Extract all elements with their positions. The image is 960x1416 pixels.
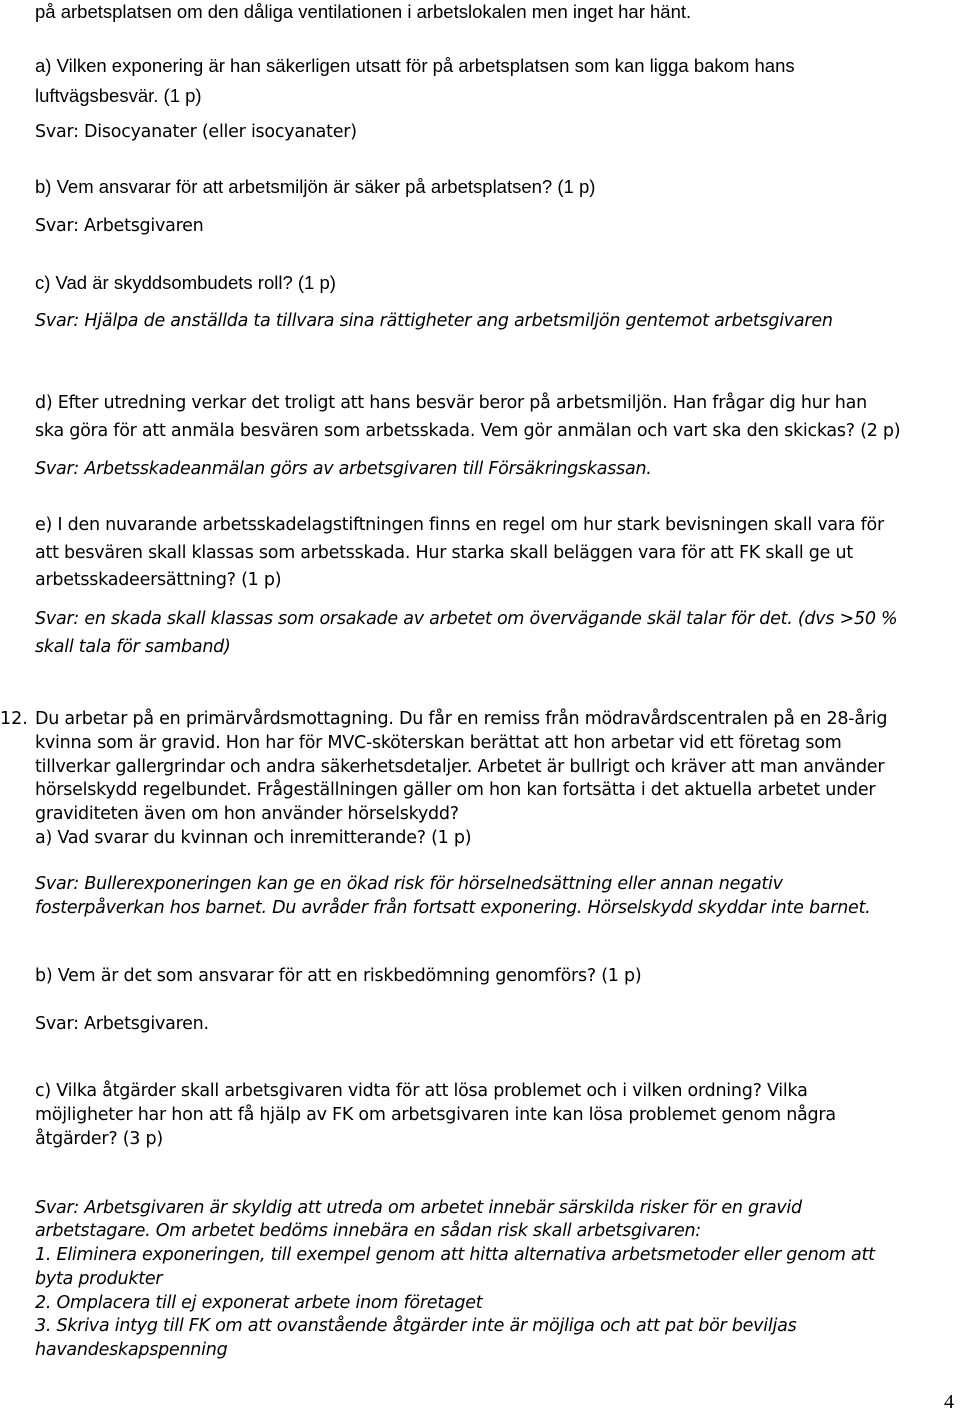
question-c: c) Vad är skyddsombudets roll? (1 p): [35, 272, 336, 293]
question-b: b) Vem ansvarar för att arbetsmiljön är säker på arbetsplatsen? (1 p): [35, 176, 596, 197]
answer-12c-item-1-cont: byta produkter: [35, 1269, 163, 1289]
question-a: a) Vilken exponering är han säkerligen utsatt för på arbetsplatsen som kan ligga bakom hans: [35, 55, 795, 76]
question-12c-cont: åtgärder? (3 p): [35, 1129, 163, 1149]
answer-12b: Svar: Arbetsgivaren.: [35, 1014, 209, 1034]
text-line: på arbetsplatsen om den dåliga ventilationen i arbetslokalen men inget har hänt.: [35, 1, 692, 22]
answer-e: Svar: en skada skall klassas som orsakade av arbetet om övervägande skäl talar för det. (dvs >50 %: [35, 609, 898, 629]
question-e-cont: arbetsskadeersättning? (1 p): [35, 570, 282, 590]
question-12b: b) Vem är det som ansvarar för att en riskbedömning genomförs? (1 p): [35, 966, 642, 986]
question-e-cont: att besvären skall klassas som arbetsskada. Hur starka skall beläggen vara för att FK skall ge ut: [35, 543, 853, 563]
answer-12a: Svar: Bullerexponeringen kan ge en ökad risk för hörselnedsättning eller annan negativ: [35, 874, 783, 894]
question-d: d) Efter utredning verkar det troligt att hans besvär beror på arbetsmiljön. Han frågar dig hur han: [35, 393, 867, 413]
answer-e-cont: skall tala för samband): [35, 637, 231, 657]
page-number: 4: [944, 1391, 954, 1413]
answer-b: Svar: Arbetsgivaren: [35, 216, 204, 236]
answer-12c-item-3: 3. Skriva intyg till FK om att ovanstående åtgärder inte är möjliga och att pat bör beviljas: [35, 1316, 797, 1336]
question-number: 12.: [0, 709, 28, 729]
case-text: tillverkar gallergrindar och andra säkerhetsdetaljer. Arbetet är bullrigt och kräver att man använder: [35, 757, 885, 777]
answer-12c-item-2: 2. Omplacera till ej exponerat arbete inom företaget: [35, 1293, 483, 1313]
case-text: kvinna som är gravid. Hon har för MVC-sköterskan berättat att hon arbetar vid ett företag som: [35, 733, 842, 753]
answer-12c: Svar: Arbetsgivaren är skyldig att utreda om arbetet innebär särskilda risker för en gravid: [35, 1198, 802, 1218]
case-text: Du arbetar på en primärvårdsmottagning. Du får en remiss från mödravårdscentralen på en 28-årig: [35, 709, 888, 729]
case-text: hörselskydd regelbundet. Frågeställningen gäller om hon kan fortsätta i det aktuella arbetet under: [35, 780, 876, 800]
question-a-cont: luftvägsbesvär. (1 p): [35, 85, 202, 106]
question-12c-cont: möjligheter har hon att få hjälp av FK om arbetsgivaren inte kan lösa problemet genom några: [35, 1105, 836, 1125]
answer-a: Svar: Disocyanater (eller isocyanater): [35, 122, 357, 142]
question-e: e) I den nuvarande arbetsskadelagstiftningen finns en regel om hur stark bevisningen skall vara för: [35, 515, 884, 535]
answer-12c-item-3-cont: havandeskapspenning: [35, 1340, 228, 1360]
question-d-cont: ska göra för att anmäla besvären som arbetsskada. Vem gör anmälan och vart ska den skickas? (2 p): [35, 421, 901, 441]
question-12c: c) Vilka åtgärder skall arbetsgivaren vidta för att lösa problemet och i vilken ordning? Vilka: [35, 1081, 808, 1101]
case-text: graviditeten även om hon använder hörselskydd?: [35, 804, 459, 824]
answer-c: Svar: Hjälpa de anställda ta tillvara sina rättigheter ang arbetsmiljön gentemot arbetsgivaren: [35, 311, 833, 331]
answer-12c-item-1: 1. Eliminera exponeringen, till exempel genom att hitta alternativa arbetsmetoder eller genom att: [35, 1245, 875, 1265]
answer-d: Svar: Arbetsskadeanmälan görs av arbetsgivaren till Försäkringskassan.: [35, 459, 652, 479]
answer-12c-cont: arbetstagare. Om arbetet bedöms innebära en sådan risk skall arbetsgivaren:: [35, 1221, 701, 1241]
question-12a: a) Vad svarar du kvinnan och inremitterande? (1 p): [35, 828, 472, 848]
answer-12a-cont: fosterpåverkan hos barnet. Du avråder från fortsatt exponering. Hörselskydd skyddar inte barnet.: [35, 898, 871, 918]
